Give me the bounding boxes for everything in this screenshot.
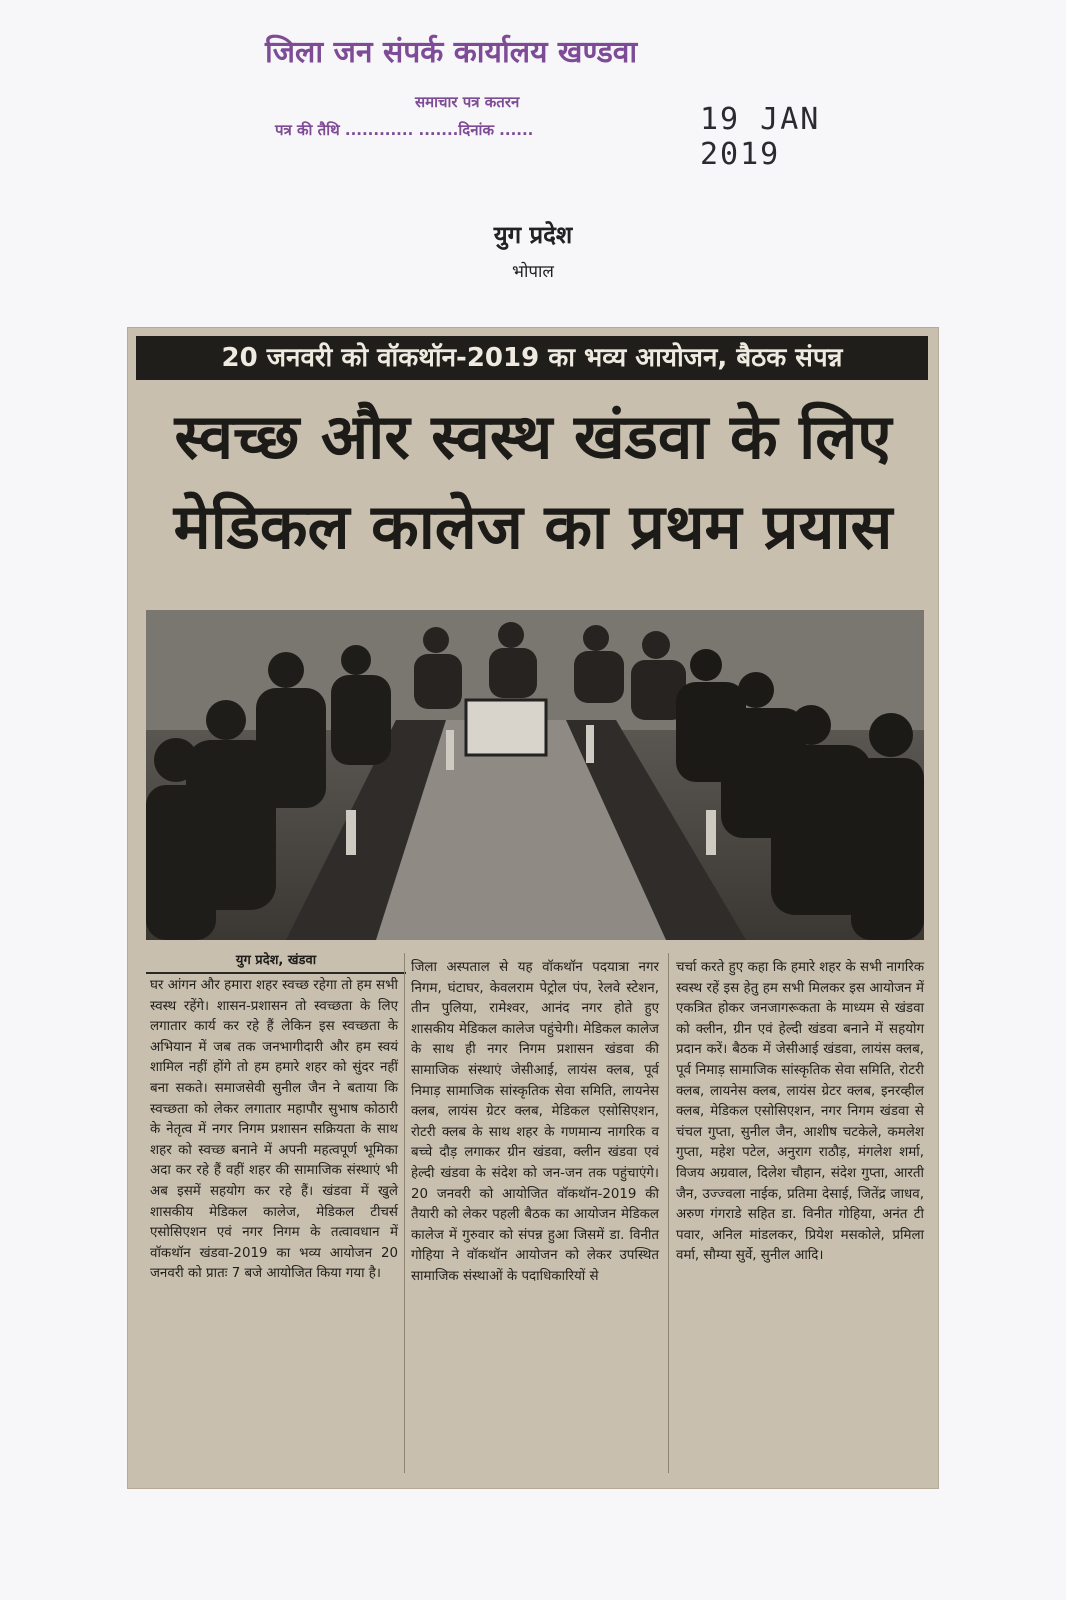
stamp-office-name: जिला जन संपर्क कार्यालय खण्डवा bbox=[265, 35, 638, 70]
stamp-section: समाचार पत्र कतरन bbox=[415, 93, 520, 111]
article-column-1: घर आंगन और हमारा शहर स्वच्छ रहेगा तो हम सभी स्वस्थ रहेंगे। शासन-प्रशासन तो स्वच्छता के लिए लगातार कार्य कर रहे हैं लेकिन इस स्वच्छता के अभियान में जब तक जनभागीदारी और हम स्वयं शामिल नहीं होंगे तो हम हमारे शहर को सुंदर नहीं बना सकते। समाजसेवी सुनील जैन ने बताया कि स्वच्छता को लेकर लगातार महापौर सुभाष कोठारी के नेतृत्व में नगर निगम प्रशासन सक्रियता के साथ शहर को स्वच्छ बनाने में अपनी महत्वपूर्ण भूमिका अदा कर रहे हैं वहीं शहर की सामाजिक संस्थाएं भी अब इसमें सहयोग कर रहे हैं। खंडवा में खुले शासकीय मेडिकल कालेज, मेडिकल टीचर्स एसोसिएशन एवं नगर निगम के तत्वावधान में वॉकथॉन खंडवा-2019 का भव्य आयोजन 20 जनवरी को प्रातः 7 बजे आयोजित किया गया है। bbox=[150, 978, 398, 1282]
newspaper-name: युग प्रदेश bbox=[493, 221, 573, 249]
newspaper-masthead bbox=[0, 218, 1066, 282]
article-column-3: चर्चा करते हुए कहा कि हमारे शहर के सभी नागरिक स्वस्थ रहें इस हेतु हम सभी मिलकर इस आयोजन में एकत्रित होकर जनजागरूकता के माध्यम से खंडवा को क्लीन, ग्रीन एवं हेल्दी खंडवा बनाने में सहयोग प्रदान करें। बैठक में जेसीआई खंडवा, लायंस क्लब, पूर्व निमाड़ सामाजिक सांस्कृतिक सेवा समिति, रोटरी क्लब, लायनेस क्लब, लायंस ग्रेटर क्लब, इनरव्हील क्लब, मेडिकल एसोसिएशन, नगर निगम खंडवा से चंचल गुप्ता, सुनील जैन, आशीष चटकेले, कमलेश गुप्ता, महेश पटेल, अनुराग राठौड़, मंगलेश शर्मा, विजय अग्रवाल, दिलेश चौहान, संदेश गुप्ता, आरती जैन, उज्ज्वला नाईक, प्रतिमा देसाई, जितेंद्र जाधव, अरुण गंगराडे सहित डा. विनीत गोहिया, अनंत टी पवार, अनिल मांडलकर, प्रियेश मसकोले, प्रमिला वर्मा, सौम्या सुर्वे, सुनील आदि। bbox=[676, 960, 924, 1264]
meeting-photo bbox=[146, 610, 924, 940]
kicker-banner: 20 जनवरी को वॉकथॉन-2019 का भव्य आयोजन, बैठक संपन्न bbox=[136, 336, 928, 380]
stamp-date-row: पत्र की तैथि ............ .......दिनांक ...... bbox=[275, 121, 534, 139]
office-stamp bbox=[255, 30, 895, 180]
article-byline: युग प्रदेश, खंडवा bbox=[146, 950, 406, 974]
column-divider bbox=[404, 953, 405, 1473]
newspaper-city: भोपाल bbox=[512, 262, 554, 282]
stamp-date: 19 JAN 2019 bbox=[700, 102, 821, 172]
headline-line-1: स्वच्छ और स्वस्थ खंडवा के लिए bbox=[174, 400, 892, 473]
column-divider bbox=[668, 953, 669, 1473]
article-column-2: जिला अस्पताल से यह वॉकथॉन पदयात्रा नगर निगम, घंटाघर, केवलराम पेट्रोल पंप, रेलवे स्टेशन, तीन पुलिया, रामेश्वर, आनंद नगर होते हुए शासकीय मेडिकल कालेज पहुंचेगी। मेडिकल कालेज के साथ ही नगर निगम प्रशासन खंडवा की सामाजिक संस्थाएं जेसीआई, लायंस क्लब, पूर्व निमाड़ सामाजिक सांस्कृतिक सेवा समिति, लायनेस क्लब, लायंस ग्रेटर क्लब, मेडिकल एसोसिएशन, रोटरी क्लब के साथ शहर के गणमान्य नागरिक व बच्चे दौड़ लगाकर ग्रीन खंडवा, क्लीन खंडवा एवं हेल्दी खंडवा के संदेश को जन-जन तक पहुंचाएंगे। 20 जनवरी को आयोजित वॉकथॉन-2019 की तैयारी को लेकर पहली बैठक का आयोजन मेडिकल कालेज में गुरुवार को संपन्न हुआ जिसमें डा. विनीत गोहिया ने वॉकथॉन आयोजन को लेकर उपस्थित सामाजिक संस्थाओं के पदाधिकारियों से bbox=[411, 960, 659, 1284]
newspaper-clipping bbox=[128, 328, 938, 1488]
meeting-photo-illustration bbox=[146, 610, 924, 940]
headline-line-2: मेडिकल कालेज का प्रथम प्रयास bbox=[173, 490, 893, 563]
